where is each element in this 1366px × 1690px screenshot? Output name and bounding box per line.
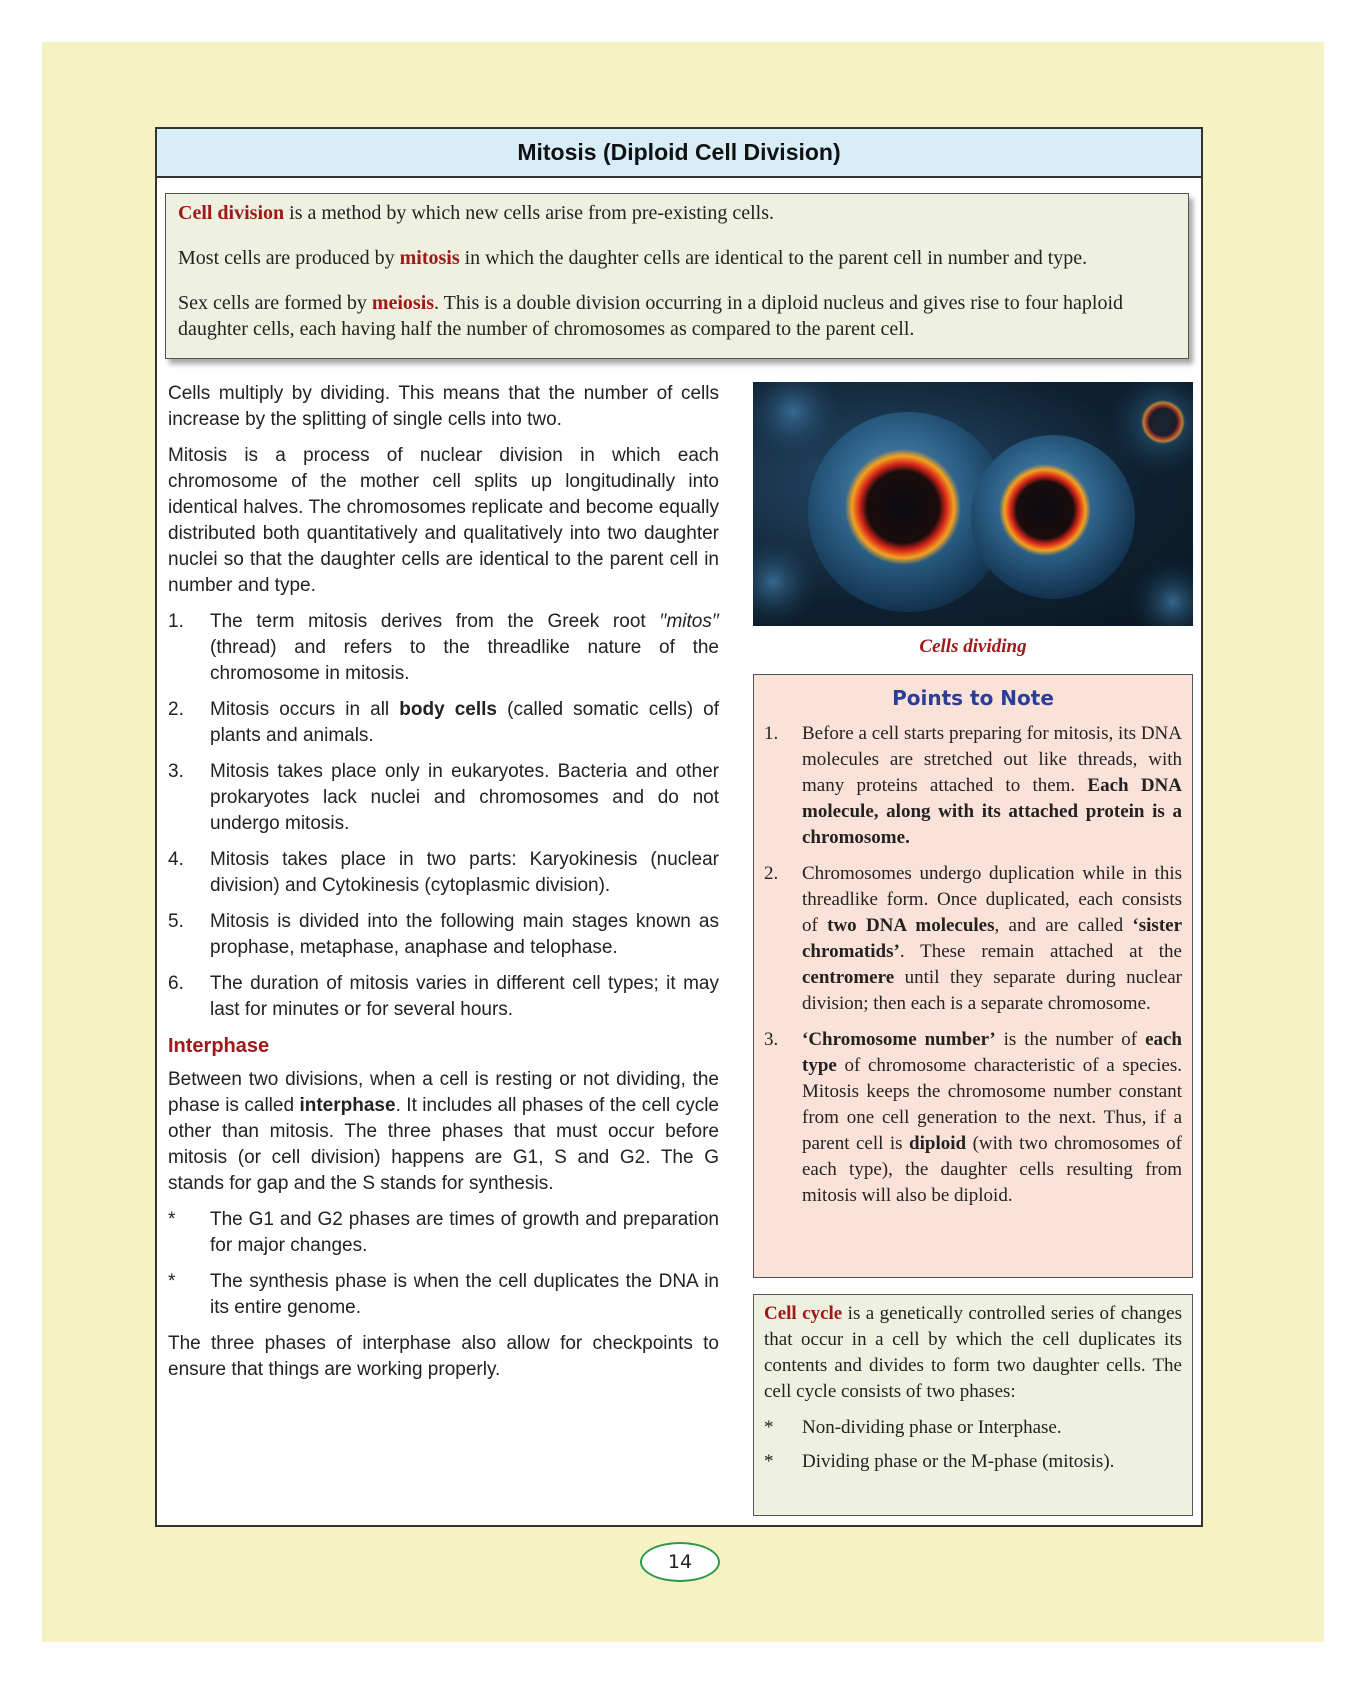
list-number: 6. — [168, 973, 184, 994]
list-text-part: Mitosis occurs in all — [210, 699, 400, 720]
background-cell — [753, 532, 823, 626]
list-number: 3. — [764, 1029, 779, 1050]
list-text-part: . These remain attached at the — [899, 941, 1182, 962]
cell-cycle-definition — [764, 1301, 1182, 1405]
nucleus-left — [845, 449, 961, 565]
term-meiosis: meiosis — [371, 292, 435, 314]
list-text — [210, 609, 719, 687]
background-cell — [1128, 557, 1193, 626]
points-to-note-title: Points to Note — [892, 686, 1054, 710]
list-text-part: The term mitosis derives from the Greek root — [210, 611, 660, 632]
term-interphase: interphase — [299, 1095, 396, 1116]
list-item — [168, 1207, 719, 1259]
list-item — [168, 971, 719, 1023]
emphasis: ‘Chromosome number’ — [802, 1029, 996, 1050]
mitosis-facts-list — [168, 609, 719, 1023]
intro-text: in which the daughter cells are identical to the parent cell in number and type. — [459, 247, 1088, 269]
paragraph-cells-multiply: Cells multiply by dividing. This means that the number of cells increase by the splitting of single cells into two. — [168, 383, 719, 430]
content-frame — [155, 127, 1203, 1527]
points-to-note-list — [764, 721, 1182, 1209]
page-title: Mitosis (Diploid Cell Division) — [157, 129, 1201, 178]
nucleus-right — [999, 464, 1091, 556]
list-number: 3. — [168, 761, 184, 782]
list-text-part: (thread) and refers to the threadlike nature of the chromosome in mitosis. — [210, 637, 719, 684]
emphasis: ‘sister chromatids’ — [802, 915, 1183, 962]
paragraph-interphase — [168, 1067, 719, 1197]
page-number: 14 — [640, 1542, 720, 1582]
list-text: Mitosis takes place in two parts: Karyokinesis (nuclear division) and Cytokinesis (cytoplasmic division). — [210, 849, 719, 896]
term-cell-cycle: Cell cycle — [764, 1303, 843, 1324]
intro-paragraph-1 — [178, 200, 1176, 226]
intro-text: Sex cells are formed by — [178, 292, 372, 314]
emphasis: each type — [802, 1029, 1182, 1076]
list-number: 1. — [168, 611, 184, 632]
bullet-symbol: * — [764, 1417, 774, 1438]
list-item — [168, 697, 719, 749]
paragraph-text: . It includes all phases of the cell cycle other than mitosis. The three phases that must occur before mitosis (or cell division) happens are G1, S and G2. The G stands for gap and the S stands for synthesis. — [168, 1095, 720, 1194]
list-item — [764, 721, 1182, 851]
list-text: Mitosis takes place only in eukaryotes. Bacteria and other prokaryotes lack nuclei and chromosomes and do not undergo mitosis. — [210, 761, 719, 834]
list-number: 2. — [764, 863, 779, 884]
cells-illustration — [753, 382, 1193, 626]
list-text — [802, 1027, 1182, 1209]
intro-paragraph-2 — [178, 245, 1176, 271]
term-mitosis: mitosis — [399, 247, 460, 269]
list-item — [168, 909, 719, 961]
paragraph-mitosis-definition: Mitosis is a process of nuclear division in which each chromosome of the mother cell splits up longitudinally into identical halves. The chromosomes replicate and become equally distributed both quantitatively and qualitatively into two daughter nuclei so that the daughter cells are identical to the parent cell in number and type. — [168, 445, 719, 596]
intro-text: Most cells are produced by — [178, 247, 400, 269]
list-item — [764, 1415, 1182, 1441]
list-text-part: Before a cell starts preparing for mitosis, its DNA molecules are stretched out like threads, with many proteins attached to them. — [802, 723, 1182, 796]
list-text — [802, 861, 1182, 1017]
list-item — [764, 1449, 1182, 1475]
list-text: The duration of mitosis varies in different cell types; it may last for minutes or for several hours. — [210, 973, 719, 1020]
emphasis: Each DNA molecule, along with its attached protein is a chromosome. — [802, 775, 1182, 848]
list-text: The synthesis phase is when the cell duplicates the DNA in its entire genome. — [210, 1271, 719, 1318]
points-to-note-box — [753, 674, 1193, 1278]
list-item — [168, 609, 719, 687]
list-text-part: until they separate during nuclear division; then each is a separate chromosome. — [802, 967, 1182, 1014]
bullet-symbol: * — [168, 1271, 176, 1292]
emphasis: diploid — [909, 1133, 967, 1154]
paragraph-text: is a genetically controlled series of changes that occur in a cell by which the cell duplicates its contents and divides to form two daughter cells. The cell cycle consists of two phases: — [764, 1303, 1183, 1402]
image-caption: Cells dividing — [919, 636, 1027, 657]
list-text: Non-dividing phase or Interphase. — [802, 1417, 1062, 1438]
list-item — [168, 759, 719, 837]
list-text: Dividing phase or the M-phase (mitosis). — [802, 1451, 1115, 1472]
greek-term: ′′mitos′′ — [659, 611, 719, 632]
list-number: 5. — [168, 911, 184, 932]
term-cell-division: Cell division — [178, 202, 285, 224]
interphase-heading: Interphase — [168, 1035, 270, 1057]
list-text — [802, 721, 1182, 851]
list-item — [764, 1027, 1182, 1209]
list-number: 2. — [168, 699, 184, 720]
list-item — [168, 1269, 719, 1321]
list-text-part: is the number of — [995, 1029, 1146, 1050]
intro-paragraph-3 — [178, 290, 1176, 342]
list-text-part: (called somatic cells) of plants and animals. — [210, 699, 720, 746]
list-text-part: Chromosomes undergo duplication while in this threadlike form. Once duplicated, each consists of — [802, 863, 1182, 936]
paragraph-text: Between two divisions, when a cell is resting or not dividing, the phase is called — [168, 1069, 719, 1116]
cell-cycle-box — [753, 1294, 1193, 1516]
left-column — [168, 381, 719, 1393]
list-text: The G1 and G2 phases are times of growth and preparation for major changes. — [210, 1209, 719, 1256]
emphasis: two DNA molecules — [827, 915, 995, 936]
list-text-part: (with two chromosomes of each type), the daughter cells resulting from mitosis will also be diploid. — [802, 1133, 1182, 1206]
list-text: Mitosis is divided into the following main stages known as prophase, metaphase, anaphase and telophase. — [210, 911, 719, 958]
term-body-cells: body cells — [399, 699, 498, 720]
list-number: 1. — [764, 723, 779, 744]
definition-box — [165, 193, 1189, 359]
list-number: 4. — [168, 849, 184, 870]
list-item — [764, 861, 1182, 1017]
bullet-symbol: * — [764, 1451, 774, 1472]
nucleus-background — [1141, 400, 1185, 444]
list-item — [168, 847, 719, 899]
right-column — [753, 382, 1193, 1516]
list-text-part: of chromosome characteristic of a species. Mitosis keeps the chromosome number constant from one cell generation to the next. Thus, if a parent cell is — [802, 1055, 1182, 1154]
paragraph-checkpoints: The three phases of interphase also allow for checkpoints to ensure that things are working properly. — [168, 1333, 719, 1380]
cells-dividing-image — [753, 382, 1193, 626]
list-text — [210, 697, 719, 749]
intro-text: is a method by which new cells arise from pre-existing cells. — [284, 202, 775, 224]
list-text-part: , and are called — [994, 915, 1133, 936]
interphase-bullets — [168, 1207, 719, 1321]
emphasis: centromere — [802, 967, 895, 988]
intro-text: . This is a double division occurring in a diploid nucleus and gives rise to four haploid daughter cells, each having half the number of chromosomes as compared to the parent cell. — [178, 292, 1124, 340]
bullet-symbol: * — [168, 1209, 176, 1230]
